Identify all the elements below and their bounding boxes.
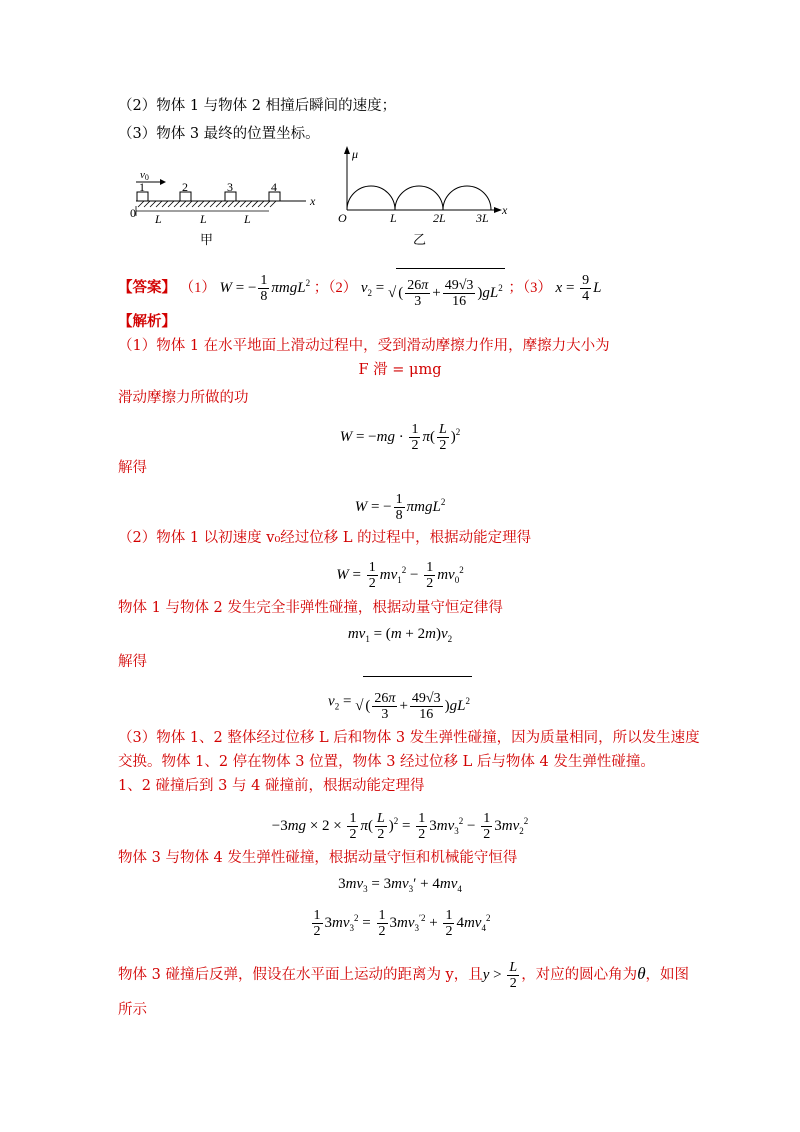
- question-2: （2）物体 1 与物体 2 相撞后瞬间的速度；: [118, 98, 397, 114]
- yi-x-axis-label: x: [502, 203, 508, 217]
- analysis-s6: 交换。物体 1、2 停在物体 3 位置，物体 3 经过位移 L 后与物体 4 发生弹性碰撞。: [118, 754, 655, 770]
- analysis-s9: 物体 3 碰撞后反弹，假设在水平面上运动的距离为 y，且y > $\frac{L}{2}$ ，对应的圆心角为θ，如图: [118, 960, 690, 992]
- block-label-3: 3: [227, 180, 233, 194]
- equation-work-2: W = − $\frac{1}{8}$ πmgL$^2$: [354, 492, 446, 524]
- analysis-jiede-1: 解得: [118, 460, 147, 476]
- analysis-s7: 1、2 碰撞后到 3 与 4 碰撞前，根据动能定理得: [118, 778, 425, 794]
- jia-x-axis-label: x: [310, 194, 316, 208]
- jia-origin: 0: [130, 206, 136, 220]
- figure-yi: [334, 144, 514, 250]
- analysis-s8: 物体 3 与物体 4 发生弹性碰撞，根据动量守恒和机械能守恒得: [118, 850, 518, 866]
- answer-label: 【答案】: [118, 280, 176, 296]
- equation-momentum-2: $3mv_3 = 3mv_3' + 4mv_4$: [338, 876, 462, 894]
- segment-label-3: L: [244, 212, 251, 226]
- equation-work-1: W = −mg · $\frac{1}{2}$ π( $\frac{L}{2}$ )$^2$: [339, 422, 461, 454]
- yi-y-axis-label: μ: [352, 147, 359, 161]
- segment-label-1: L: [155, 212, 162, 226]
- question-3: （3）物体 3 最终的位置坐标。: [118, 126, 320, 142]
- analysis-s5: （3）物体 1、2 整体经过位移 L 后和物体 3 发生弹性碰撞，因为质量相同，所以发生速度: [118, 730, 700, 746]
- yi-tick-2L: 2L: [433, 211, 446, 225]
- analysis-s2: 滑动摩擦力所做的功: [118, 390, 249, 406]
- analysis-s10: 所示: [118, 1002, 147, 1018]
- yi-tick-3L: 3L: [476, 211, 489, 225]
- equation-kinetic: W = $\frac{1}{2}$ $mv_1^2$ − $\frac{1}{2}$ $mv_0^2$: [336, 560, 464, 592]
- analysis-s3: （2）物体 1 以初速度 v₀经过位移 L 的过程中，根据动能定理得: [118, 530, 532, 546]
- answer-line: 【答案】 （1） W = − $\frac{1}{8}$ πmgL$^2$ ；（2） $v_2$ = √ ( $\frac{26\pi}{3}$ + $\frac{49√3}{16}$ )$gL^2$ ；（3） x = $\frac{9}{4}$ L: [118, 266, 602, 300]
- block-label-2: 2: [182, 180, 188, 194]
- figure-jia: [126, 160, 326, 250]
- arc-3: [443, 186, 491, 210]
- block-label-1: 1: [139, 180, 145, 194]
- friction-equation: F 滑 = μmg: [358, 362, 442, 378]
- figure-jia-caption: 甲: [200, 232, 214, 247]
- arc-1: [347, 186, 395, 210]
- arc-2: [395, 186, 443, 210]
- equation-v2: $v_2$ = √ ( $\frac{26\pi}{3}$ + $\frac{49√3}{16}$ )$gL^2$: [0, 676, 800, 720]
- analysis-s1: （1）物体 1 在水平地面上滑动过程中，受到滑动摩擦力作用，摩擦力大小为: [118, 338, 610, 354]
- block-label-4: 4: [271, 180, 277, 194]
- equation-momentum-1: $mv_1 = (m + 2m)v_2$: [347, 626, 453, 644]
- yi-tick-L: L: [390, 211, 397, 225]
- v0-label: v0: [140, 169, 149, 182]
- segment-label-2: L: [200, 212, 207, 226]
- yi-origin: O: [338, 211, 347, 225]
- analysis-label: 【解析】: [118, 313, 176, 330]
- equation-energy-conservation: $\frac{1}{2}$ $3mv_3^2$ = $\frac{1}{2}$ $3mv_3^{'2}$ + $\frac{1}{2}$ $4mv_4^2$: [313, 908, 491, 940]
- figure-yi-caption: 乙: [413, 232, 427, 247]
- analysis-s4: 物体 1 与物体 2 发生完全非弹性碰撞，根据动量守恒定律得: [118, 600, 503, 616]
- analysis-jiede-2: 解得: [118, 654, 147, 670]
- equation-energy-3: −3mg × 2 × $\frac{1}{2}$ π( $\frac{L}{2}$ )$^2$ = $\frac{1}{2}$ $3mv_3^2$ − $\frac{1}{2}$ $3mv_2^2$: [271, 811, 529, 843]
